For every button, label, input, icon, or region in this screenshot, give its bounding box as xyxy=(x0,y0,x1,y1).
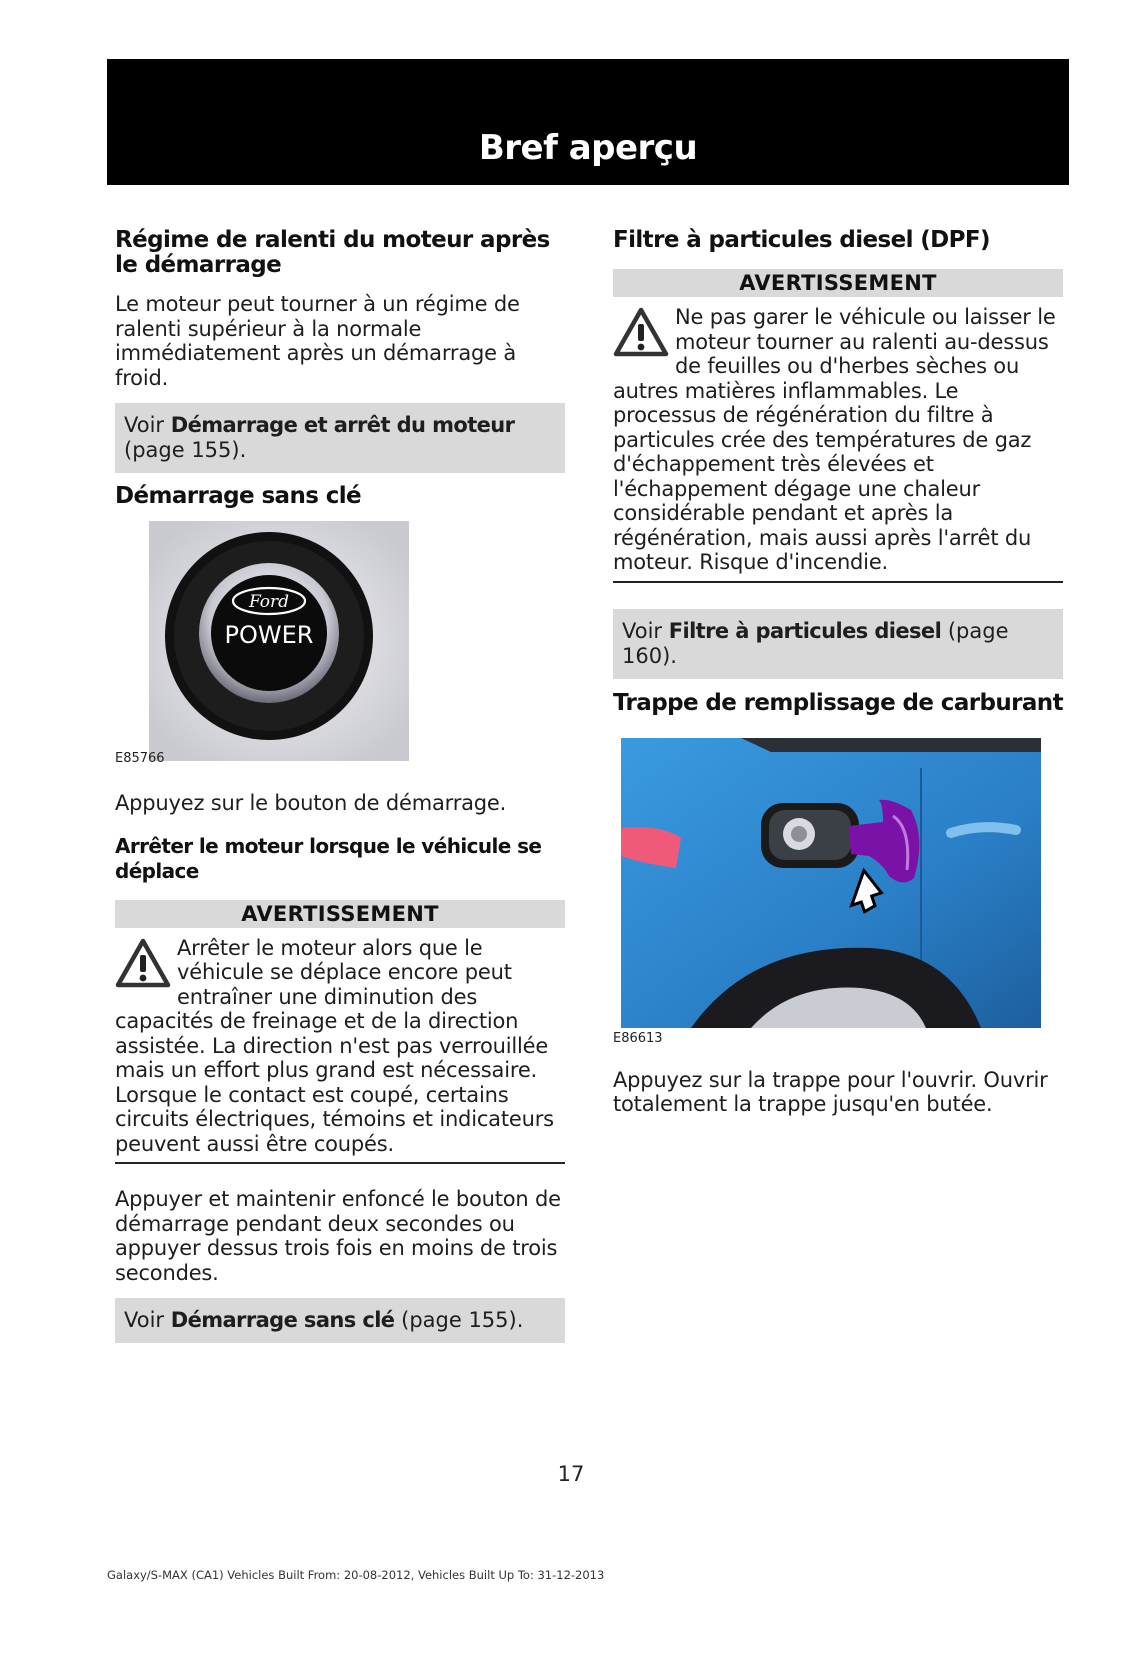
section-title-fuel-flap: Trappe de remplissage de carburant xyxy=(613,689,1063,716)
warning-text: Ne pas garer le véhicule ou laisser le moteur tourner au ralenti au-dessus de feuilles ou d'herbes sèches ou autres matières inflammables. Le processus de régénération du filtre à particules crée des températures de gaz d'échappement très élevées et l'échappement dégage une chaleur considérable pendant et après la régénération, mais aussi après l'arrêt du moteur. Risque d'incendie. xyxy=(613,305,1056,574)
warning-text: Arrêter le moteur alors que le véhicule se déplace encore peut entraîner une diminution des capacités de freinage et de la direction assistée. La direction n'est pas verrouillée mais un effort plus grand est nécessaire. Lorsque le contact est coupé, certains circuits électriques, témoins et indicateurs peuvent aussi être coupés. xyxy=(115,935,554,1156)
cross-reference-link[interactable]: Démarrage et arrêt du moteur xyxy=(170,413,515,437)
subtitle-stop-moving: Arrêter le moteur lorsque le véhicule se déplace xyxy=(115,833,542,883)
warning-heading: AVERTISSEMENT xyxy=(115,900,565,928)
left-column xyxy=(115,228,565,1343)
warning-triangle-icon xyxy=(115,938,171,988)
fuel-flap-instruction: Appuyez sur la trappe pour l'ouvrir. Ouvrir totalement la trappe jusqu'en butée. xyxy=(613,1067,1048,1116)
see-also-note: Voir Démarrage sans clé (page 155). xyxy=(115,1298,565,1343)
warning-block xyxy=(115,936,565,1157)
hold-button-text: Appuyer et maintenir enfoncé le bouton de démarrage pendant deux secondes ou appuyer dessus trois fois en moins de trois secondes. xyxy=(115,1187,561,1285)
divider xyxy=(115,1162,565,1164)
see-also-note: Voir Filtre à particules diesel (page 160). xyxy=(613,609,1063,679)
cross-reference-link[interactable]: Filtre à particules diesel xyxy=(668,618,942,643)
figure-id: E86613 xyxy=(613,1030,663,1046)
warning-triangle-icon xyxy=(613,307,669,357)
warning-heading: AVERTISSEMENT xyxy=(613,269,1063,297)
chapter-header xyxy=(107,59,1069,185)
section-title-dpf: Filtre à particules diesel (DPF) xyxy=(613,227,990,253)
section-title-idle-speed: Régime de ralenti du moteur après le démarrage xyxy=(115,227,550,278)
see-also-note: Voir Démarrage et arrêt du moteur (page 155). xyxy=(115,403,565,473)
chapter-title: Bref aperçu xyxy=(478,128,698,168)
cross-reference-link[interactable]: Démarrage sans clé xyxy=(170,1308,395,1332)
figure-power-button xyxy=(115,521,565,771)
idle-speed-text: Le moteur peut tourner à un régime de ralenti supérieur à la normale immédiatement après un démarrage à froid. xyxy=(115,292,520,390)
page-number: 17 xyxy=(557,1462,585,1486)
door-handle-icon xyxy=(951,827,1016,833)
page-footer: Galaxy/S-MAX (CA1) Vehicles Built From: 20-08-2012, Vehicles Built Up To: 31-12-2013 xyxy=(107,1568,605,1582)
divider xyxy=(613,581,1063,583)
press-start-text: Appuyez sur le bouton de démarrage. xyxy=(115,791,507,815)
power-button-label: POWER xyxy=(224,621,314,649)
power-button-image xyxy=(149,521,409,761)
figure-id: E85766 xyxy=(115,751,165,766)
fuel-flap-image xyxy=(621,738,1041,1028)
ford-logo-text: Ford xyxy=(248,592,290,612)
figure-fuel-flap xyxy=(613,738,1063,1050)
right-column xyxy=(613,228,1063,1117)
section-title-keyless-start: Démarrage sans clé xyxy=(115,483,362,509)
warning-block xyxy=(613,305,1063,575)
